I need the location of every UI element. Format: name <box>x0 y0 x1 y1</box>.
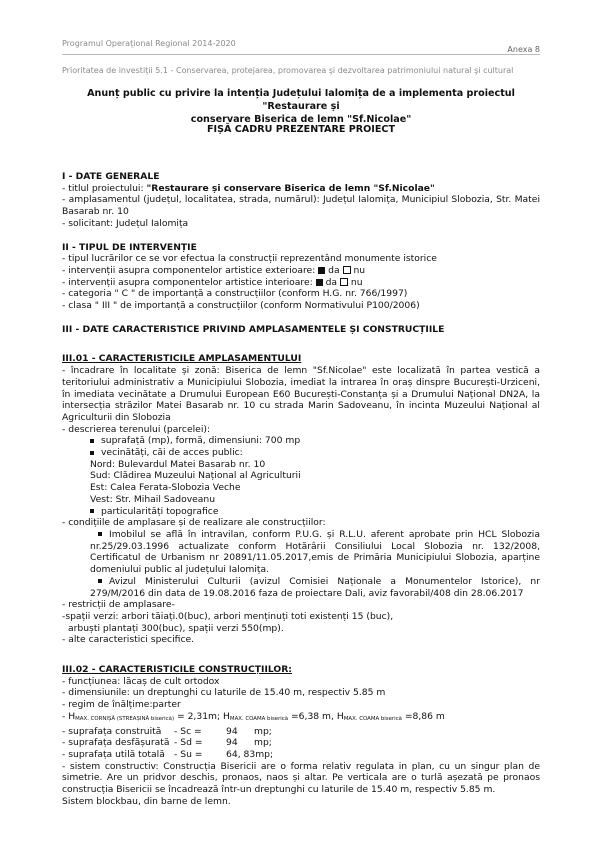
section-3-heading: III - DATE CARACTERISTICE PRIVIND AMPLASAMENTELE ȘI CONSTRUCȚIILE <box>62 323 445 335</box>
applicant-line: - solicitant: Județul Ialomița <box>62 217 189 229</box>
annex-label: Anexa 8 <box>507 45 540 54</box>
neighbour-south: Sud: Clădirea Muzeului Național al Agriculturii <box>90 470 301 482</box>
bullet-area: suprafață (mp), formă, dimensiuni: 700 mp <box>62 435 540 447</box>
function-line: - funcțiunea: lăcaș de cult ortodox <box>62 675 220 687</box>
dimensions-line: - dimensiunile: un dreptunghi cu laturile de 15.40 m, respectiv 5.85 m <box>62 687 386 699</box>
fisa-title: FIȘĂ CADRU PREZENTARE PROIECT <box>206 124 396 135</box>
subsection-3-02-heading: III.02 - CARACTERISTICILE CONSTRUCȚIILOR: <box>62 664 292 676</box>
priority-line: Prioritatea de investiții 5.1 - Conservarea, protejarea, promovarea şi dezvoltarea patrimoniului natural şi cultural <box>62 66 514 75</box>
location-line: - amplasamentul (județul, localitatea, strada, numărul): Județul Ialomița, Municipiul Slobozia, Str. Matei Basarab nr. 10 <box>62 194 540 218</box>
bullet-icon <box>98 579 102 583</box>
bullet-ministry-approval: Avizul Ministerului Culturii (avizul Comisiei Naționale a Monumentelor Istorice), nr 279/M/2016 din data de 19.08.2016 faza de proiectare Dali, aviz favorabil/408 din 28.06.2017 <box>90 575 540 599</box>
subsection-3-01-heading: III.01 - CARACTERISTICILE AMPLASAMENTULUI <box>62 353 302 365</box>
neighbour-east: Est: Calea Ferata-Slobozia Veche <box>90 482 241 494</box>
work-type-line: - tipul lucrărilor ce se vor efectua la construcții reprezentând monumente istorice <box>62 253 437 265</box>
bullet-neighbours: vecinătăți, căi de acces public: <box>62 447 540 459</box>
program-name: Programul Operațional Regional 2014-2020 <box>62 39 236 48</box>
bullet-topography: particularități topografice <box>62 506 540 518</box>
built-area-line: - suprafața construită - Sc = 94 mp; <box>62 725 272 737</box>
exterior-line: - intervenții asupra componentelor artistice exterioare: da nu <box>62 264 366 276</box>
bullet-icon <box>90 451 94 455</box>
other-characteristics-line: - alte caracteristici specifice. <box>62 634 195 646</box>
category-line: - categoria " C " de importanță a construcțiilor (conform H.G. nr. 766/1997) <box>62 288 408 300</box>
heights-line: - $H_{MAX. CORNIȘĂ (STREAȘINĂ biserică)} = 2,31m$; $H_{MAX. COAMA biserică} =6,38$ m, $H_{MAX. COAMA biserică} =8,86$ m <box>62 710 445 722</box>
header-divider <box>62 54 540 55</box>
developed-area-line: - suprafața desfășurată - Sd = 94 mp; <box>62 737 272 749</box>
bullet-icon <box>98 532 102 536</box>
title-line-2: conservare Biserica de lemn "Sf.Nicolae" <box>190 113 412 125</box>
title-line-1: Anunț public cu privire la intenția Județului Ialomița de a implementa proiectul "Restaurare și <box>87 88 515 112</box>
interior-line: - intervenții asupra componentelor artistice interioare: da nu <box>62 276 363 288</box>
announcement-title <box>62 88 540 126</box>
bullet-icon <box>90 509 94 513</box>
project-title-line: - titlul proiectului: "Restaurare și conservare Biserica de lemn "Sf.Nicolae" <box>62 182 435 194</box>
section-2-heading: II - TIPUL DE INTERVENȚIE <box>62 241 197 253</box>
shrubs-line: arbuști plantați 300(buc), spații verzi 550(mp). <box>68 622 284 634</box>
construction-system-paragraph: - sistem constructiv: Construcția Bisericii are o forma relativ regulata in plan, cu un singur plan de simetrie. Are un pridvor deschis, pronaos, naos și altar. Pe verticala are o turlă așezată pe pronaos construcția Bisericii se încadrează într-un dreptunghi cu laturile de 15.40 m, respectiv 5.85 m. <box>62 760 540 796</box>
conditions-line: - condițiile de amplasare și de realizare ale construcțiilor: <box>62 517 326 529</box>
class-line: - clasa " III " de importanță a construcțiilor (conform Normativului P100/2006) <box>62 300 420 312</box>
land-description-line: - descrierea terenului (parcelei): <box>62 423 211 435</box>
neighbour-north: Nord: Bulevardul Matei Basarab nr. 10 <box>90 458 266 470</box>
unchecked-box-icon <box>340 278 348 286</box>
restrictions-line: - restricții de amplasare- <box>62 599 175 611</box>
document-body <box>62 171 540 807</box>
blockbau-line: Sistem blockbau, din barne de lemn. <box>62 795 231 807</box>
checked-box-icon <box>316 279 323 286</box>
section-1-heading: I - DATE GENERALE <box>62 171 160 182</box>
useful-area-line: - suprafața utilă totală - Su = 64, 83mp; <box>62 748 274 760</box>
height-regime-line: - regim de înălțime:parter <box>62 699 181 711</box>
neighbour-west: Vest: Str. Mihail Sadoveanu <box>90 493 216 505</box>
placement-paragraph: - încadrare în localitate și zonă: Biserica de lemn "Sf.Nicolae" este localizată în partea vestică a teritoriului administrativ a Municipiului Slobozia, imediat la intrarea în oraș dinspre București-Urziceni, în imediata vecinătate a Drumului European E60 București-Constanța și a Drumului Național DN2A, la intersecția străzilor Matei Basarab nr. 10 cu strada Marin Sadoveanu, în incinta Muzeului Național al Agriculturii din Slobozia <box>62 365 540 423</box>
unchecked-box-icon <box>343 266 351 274</box>
bullet-urbanism: Imobilul se află în intravilan, conform P.U.G. și R.L.U. aferent aprobate prin HCL Slobozia nr.25/29.03.1996 actualizate conform Hotărârii Consiliului Local Slobozia nr. 132/2008, Certificatul de Urbanism nr 20891/11.05.2017,emis de Primăria Municipiului Slobozia, aparține domeniului public al județului Ialomița. <box>90 528 540 576</box>
bullet-icon <box>90 439 94 443</box>
green-spaces-line: -spații verzi: arbori tăiați.0(buc), arbori menținuți toti existenți 15 (buc), <box>62 610 394 622</box>
